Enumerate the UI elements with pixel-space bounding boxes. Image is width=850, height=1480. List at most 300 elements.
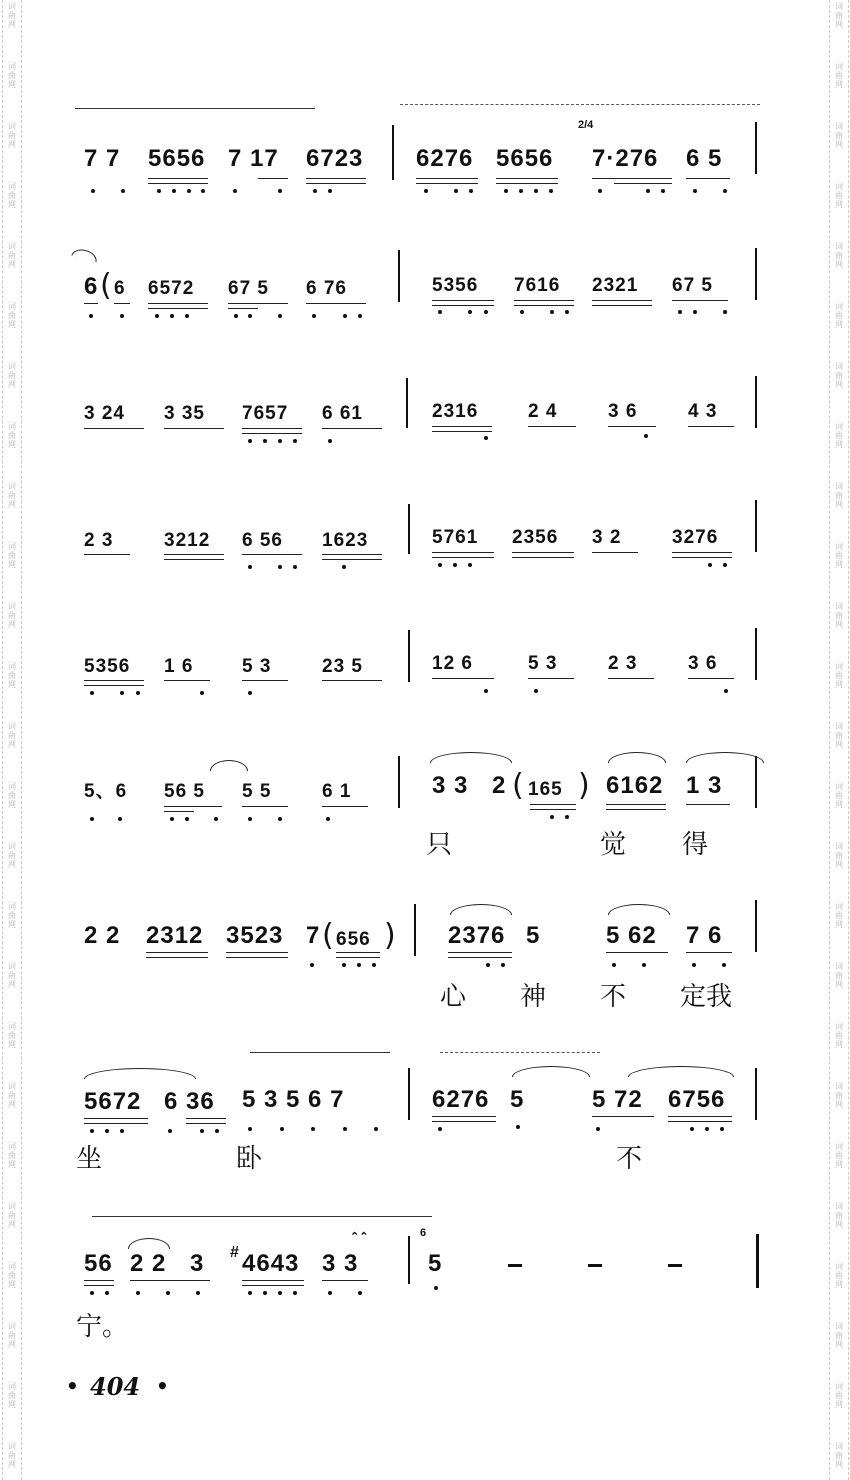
note-group: 1623 bbox=[322, 530, 369, 551]
watermark-mark: 词 曲 网 bbox=[8, 1142, 16, 1169]
octave-dot bbox=[248, 565, 252, 569]
underline bbox=[512, 552, 574, 553]
octave-dot bbox=[678, 310, 682, 314]
watermark-mark: 词 曲 网 bbox=[835, 1142, 843, 1169]
underline bbox=[416, 183, 478, 184]
octave-dot bbox=[311, 1127, 315, 1131]
underline bbox=[606, 952, 668, 953]
note-group: 3 35 bbox=[164, 403, 205, 424]
underline bbox=[148, 308, 208, 309]
watermark-mark: 词 曲 网 bbox=[8, 902, 16, 929]
note-group: 5 62 bbox=[606, 922, 657, 949]
octave-dot bbox=[454, 189, 458, 193]
underline bbox=[242, 554, 302, 555]
watermark-mark: 词 曲 网 bbox=[8, 122, 16, 149]
underline bbox=[514, 300, 574, 301]
underline bbox=[130, 1280, 210, 1281]
underline bbox=[322, 680, 382, 681]
underline bbox=[432, 552, 494, 553]
note-group: 3 3 bbox=[432, 772, 469, 799]
note-group: 5 3 bbox=[528, 653, 558, 674]
octave-dot bbox=[434, 1286, 438, 1290]
octave-dot bbox=[172, 189, 176, 193]
bar-line bbox=[406, 378, 408, 428]
note-group: 7616 bbox=[514, 275, 561, 296]
note-group: 2 3 bbox=[84, 530, 114, 551]
underline bbox=[306, 303, 366, 304]
watermark-mark: 词 曲 网 bbox=[8, 182, 16, 209]
underline bbox=[146, 952, 208, 953]
watermark-mark: 词 曲 网 bbox=[8, 662, 16, 689]
lyric: 卧 bbox=[236, 1144, 263, 1174]
octave-dot bbox=[136, 1291, 140, 1295]
bar-line bbox=[755, 122, 757, 174]
octave-dot bbox=[90, 817, 94, 821]
watermark-mark: 词 曲 网 bbox=[8, 962, 16, 989]
bar-line bbox=[755, 500, 757, 552]
watermark-mark: 词 曲 网 bbox=[835, 542, 843, 569]
underline bbox=[228, 308, 258, 309]
octave-dot bbox=[504, 189, 508, 193]
note-group: 5 bbox=[526, 922, 541, 949]
note-group: 7 17 bbox=[228, 145, 279, 172]
meter-mark: 6 bbox=[420, 1227, 427, 1239]
underline bbox=[226, 952, 288, 953]
bar-line bbox=[408, 504, 410, 554]
slur bbox=[512, 1066, 590, 1077]
watermark-mark: 词 曲 网 bbox=[835, 1382, 843, 1409]
underline bbox=[322, 554, 382, 555]
octave-dot bbox=[357, 963, 361, 967]
octave-dot bbox=[293, 1291, 297, 1295]
accent-mark: ⌃⌃ bbox=[350, 1231, 369, 1243]
note-group: 7657 bbox=[242, 403, 289, 424]
octave-dot bbox=[89, 314, 93, 318]
underline bbox=[614, 183, 672, 184]
underline bbox=[432, 300, 494, 301]
octave-dot bbox=[484, 436, 488, 440]
slur bbox=[608, 904, 670, 915]
note-group: 7·276 bbox=[592, 145, 659, 172]
underline bbox=[84, 1123, 148, 1124]
octave-dot bbox=[170, 817, 174, 821]
underline bbox=[672, 552, 732, 553]
final-bar-line bbox=[756, 1234, 759, 1288]
underline bbox=[432, 431, 492, 432]
octave-dot bbox=[550, 815, 554, 819]
watermark-mark: 词 曲 网 bbox=[8, 602, 16, 629]
note-group: 3523 bbox=[226, 922, 284, 949]
note-group: 3212 bbox=[164, 530, 211, 551]
underline bbox=[164, 428, 224, 429]
octave-dot bbox=[372, 963, 376, 967]
lyric: 只 bbox=[426, 830, 453, 860]
note-group: 3 3 bbox=[322, 1250, 359, 1277]
octave-dot bbox=[342, 565, 346, 569]
octave-dot bbox=[90, 691, 94, 695]
underline bbox=[528, 678, 574, 679]
note-group: 5672 bbox=[84, 1088, 142, 1115]
watermark-mark: 词 曲 网 bbox=[835, 1262, 843, 1289]
ledger-line bbox=[250, 1052, 390, 1053]
underline bbox=[592, 178, 672, 179]
octave-dot bbox=[278, 817, 282, 821]
underline bbox=[496, 178, 558, 179]
octave-dot bbox=[469, 189, 473, 193]
watermark-mark: 词 曲 网 bbox=[8, 1262, 16, 1289]
octave-dot bbox=[612, 963, 616, 967]
ledger-line bbox=[75, 108, 315, 109]
octave-dot bbox=[692, 963, 696, 967]
underline bbox=[496, 183, 558, 184]
watermark-mark: 词 曲 网 bbox=[835, 182, 843, 209]
underline bbox=[322, 806, 368, 807]
note-group: 2 bbox=[492, 772, 507, 799]
underline bbox=[84, 1280, 114, 1281]
note-group: 6 bbox=[114, 278, 126, 299]
note-group: 5356 bbox=[432, 275, 479, 296]
note-group: 23 5 bbox=[322, 656, 363, 677]
octave-dot bbox=[438, 563, 442, 567]
note-group: 5 bbox=[428, 1250, 443, 1277]
octave-dot bbox=[343, 314, 347, 318]
underline bbox=[592, 300, 652, 301]
underline bbox=[242, 1285, 304, 1286]
octave-dot bbox=[293, 565, 297, 569]
watermark-mark: 词 曲 网 bbox=[835, 842, 843, 869]
octave-dot bbox=[90, 1291, 94, 1295]
octave-dot bbox=[278, 189, 282, 193]
octave-dot bbox=[120, 1129, 124, 1133]
note-group: 5 bbox=[510, 1086, 525, 1113]
slur bbox=[430, 752, 512, 763]
slur bbox=[210, 760, 248, 771]
watermark-mark: 词 曲 网 bbox=[8, 542, 16, 569]
underline bbox=[530, 809, 576, 810]
note-group: 6276 bbox=[416, 145, 474, 172]
underline bbox=[148, 178, 208, 179]
underline bbox=[84, 680, 144, 681]
underline bbox=[306, 178, 366, 179]
note-group: 5761 bbox=[432, 527, 479, 548]
watermark-mark: 词 曲 网 bbox=[835, 122, 843, 149]
note-group: 67 5 bbox=[672, 275, 713, 296]
underline bbox=[668, 1121, 732, 1122]
page-number-bullet-right: • bbox=[156, 1374, 169, 1398]
underline bbox=[672, 557, 732, 558]
octave-dot bbox=[642, 963, 646, 967]
underline bbox=[512, 557, 574, 558]
octave-dot bbox=[661, 189, 665, 193]
octave-dot bbox=[438, 1127, 442, 1131]
octave-dot bbox=[358, 314, 362, 318]
note-group: 5 72 bbox=[592, 1086, 643, 1113]
octave-dot bbox=[263, 439, 267, 443]
octave-dot bbox=[248, 439, 252, 443]
octave-dot bbox=[105, 1291, 109, 1295]
bar-line bbox=[408, 630, 410, 682]
note-group: 6572 bbox=[148, 278, 195, 299]
watermark-mark: 词 曲 网 bbox=[835, 302, 843, 329]
octave-dot bbox=[486, 963, 490, 967]
underline bbox=[146, 957, 208, 958]
bar-line bbox=[755, 628, 757, 680]
octave-dot bbox=[453, 563, 457, 567]
note-group: 2376 bbox=[448, 922, 506, 949]
note-group: 2316 bbox=[432, 401, 479, 422]
underline bbox=[432, 1116, 496, 1117]
underline bbox=[528, 426, 576, 427]
octave-dot bbox=[598, 189, 602, 193]
note-group: 6756 bbox=[668, 1086, 726, 1113]
note-group: 6 76 bbox=[306, 278, 347, 299]
octave-dot bbox=[565, 310, 569, 314]
octave-dot bbox=[120, 691, 124, 695]
octave-dot bbox=[278, 565, 282, 569]
watermark-mark: 词 曲 网 bbox=[8, 362, 16, 389]
underline bbox=[84, 685, 144, 686]
underline bbox=[306, 183, 366, 184]
slur bbox=[628, 1066, 734, 1077]
note-group: 5、6 bbox=[84, 781, 128, 802]
lyric: 坐 bbox=[76, 1144, 103, 1174]
octave-dot bbox=[565, 815, 569, 819]
note-group: 56 5 bbox=[164, 781, 205, 802]
octave-dot bbox=[516, 1125, 520, 1129]
underline bbox=[164, 811, 194, 812]
underline bbox=[164, 806, 222, 807]
watermark-mark: 词 曲 网 bbox=[835, 902, 843, 929]
note-group: 7 7 bbox=[84, 145, 121, 172]
octave-dot bbox=[484, 310, 488, 314]
octave-dot bbox=[105, 1129, 109, 1133]
page-number: 404 bbox=[90, 1372, 141, 1401]
octave-dot bbox=[278, 314, 282, 318]
octave-dot bbox=[501, 963, 505, 967]
octave-dot bbox=[374, 1127, 378, 1131]
ledger-line bbox=[92, 1216, 432, 1217]
octave-dot bbox=[157, 189, 161, 193]
note-group: 7 bbox=[306, 922, 321, 949]
lyric: 不 bbox=[616, 1144, 643, 1174]
lyric: 觉 bbox=[600, 830, 627, 860]
underline bbox=[164, 680, 210, 681]
note-group: 5 3 bbox=[242, 656, 272, 677]
note-group: 6 5 bbox=[686, 145, 723, 172]
octave-dot bbox=[534, 189, 538, 193]
underline bbox=[592, 1116, 654, 1117]
octave-dot bbox=[328, 1291, 332, 1295]
octave-dot bbox=[550, 310, 554, 314]
note-group: 6 bbox=[84, 273, 99, 300]
octave-dot bbox=[168, 1129, 172, 1133]
octave-dot bbox=[358, 1291, 362, 1295]
bar-line bbox=[408, 1068, 410, 1120]
page-number-bullet-left: • bbox=[66, 1374, 79, 1398]
sustain-dash bbox=[588, 1264, 602, 1267]
note-group: 3 2 bbox=[592, 527, 622, 548]
octave-dot bbox=[705, 1127, 709, 1131]
note-group: 4643 bbox=[242, 1250, 300, 1277]
underline bbox=[432, 305, 494, 306]
watermark-mark: 词 曲 网 bbox=[8, 1442, 16, 1469]
octave-dot bbox=[520, 310, 524, 314]
note-group: 5356 bbox=[84, 656, 131, 677]
octave-dot bbox=[215, 1129, 219, 1133]
underline bbox=[242, 806, 288, 807]
underline bbox=[114, 303, 130, 304]
note-group: 2 2 bbox=[130, 1250, 167, 1277]
underline bbox=[448, 957, 512, 958]
underline bbox=[432, 678, 494, 679]
watermark-mark: 词 曲 网 bbox=[8, 242, 16, 269]
note-group: 165 bbox=[528, 779, 563, 800]
octave-dot bbox=[201, 189, 205, 193]
octave-dot bbox=[343, 1127, 347, 1131]
note-group: 7 6 bbox=[686, 922, 723, 949]
octave-dot bbox=[468, 310, 472, 314]
underline bbox=[530, 804, 576, 805]
underline bbox=[686, 804, 730, 805]
octave-dot bbox=[310, 963, 314, 967]
underline bbox=[608, 426, 656, 427]
open-paren: ( bbox=[512, 768, 524, 803]
underline bbox=[242, 428, 302, 429]
underline bbox=[686, 952, 732, 953]
underline bbox=[186, 1118, 226, 1119]
watermark-mark: 词 曲 网 bbox=[835, 602, 843, 629]
watermark-mark: 词 曲 网 bbox=[835, 1022, 843, 1049]
octave-dot bbox=[233, 189, 237, 193]
watermark-mark: 词 曲 网 bbox=[835, 962, 843, 989]
bar-line bbox=[398, 756, 400, 808]
octave-dot bbox=[91, 189, 95, 193]
octave-dot bbox=[155, 314, 159, 318]
watermark-mark: 词 曲 网 bbox=[8, 1022, 16, 1049]
octave-dot bbox=[248, 691, 252, 695]
octave-dot bbox=[248, 314, 252, 318]
watermark-mark: 词 曲 网 bbox=[835, 1442, 843, 1469]
slur bbox=[84, 1068, 196, 1079]
underline bbox=[258, 178, 288, 179]
octave-dot bbox=[293, 439, 297, 443]
note-group: 6276 bbox=[432, 1086, 490, 1113]
slur bbox=[686, 752, 764, 763]
octave-dot bbox=[214, 817, 218, 821]
octave-dot bbox=[313, 189, 317, 193]
underline bbox=[514, 305, 574, 306]
bar-line bbox=[398, 250, 400, 302]
note-group: 2 2 bbox=[84, 922, 121, 949]
octave-dot bbox=[166, 1291, 170, 1295]
note-group: 5656 bbox=[148, 145, 206, 172]
underline bbox=[242, 680, 288, 681]
note-group: 5 5 bbox=[242, 781, 272, 802]
slur bbox=[71, 247, 98, 262]
octave-dot bbox=[200, 691, 204, 695]
lyric: 定我 bbox=[680, 982, 733, 1012]
underline bbox=[448, 952, 512, 953]
bar-line bbox=[392, 125, 394, 180]
lyric: 得 bbox=[682, 830, 709, 860]
underline bbox=[148, 183, 208, 184]
octave-dot bbox=[549, 189, 553, 193]
watermark-mark: 词 曲 网 bbox=[835, 782, 843, 809]
watermark-mark: 词 曲 网 bbox=[835, 1202, 843, 1229]
octave-dot bbox=[724, 689, 728, 693]
note-group: 3 bbox=[190, 1250, 205, 1277]
octave-dot bbox=[723, 310, 727, 314]
note-group: 656 bbox=[336, 929, 371, 950]
underline bbox=[606, 804, 666, 805]
octave-dot bbox=[326, 817, 330, 821]
underline bbox=[672, 300, 728, 301]
sustain-dash bbox=[508, 1264, 522, 1267]
octave-dot bbox=[693, 310, 697, 314]
octave-dot bbox=[534, 689, 538, 693]
slur bbox=[608, 752, 666, 763]
octave-dot bbox=[693, 189, 697, 193]
note-group: 2 4 bbox=[528, 401, 558, 422]
note-group: 6723 bbox=[306, 145, 364, 172]
note-group: 1 3 bbox=[686, 772, 723, 799]
watermark-mark: 词 曲 网 bbox=[8, 302, 16, 329]
note-group: 3 6 bbox=[608, 401, 638, 422]
watermark-mark: 词 曲 网 bbox=[8, 422, 16, 449]
close-paren: ) bbox=[384, 918, 396, 953]
octave-dot bbox=[312, 314, 316, 318]
underline bbox=[688, 426, 734, 427]
underline bbox=[148, 303, 208, 304]
octave-dot bbox=[644, 434, 648, 438]
sharp-sign: # bbox=[230, 1244, 239, 1261]
underline bbox=[226, 957, 288, 958]
bar-line bbox=[408, 1236, 410, 1284]
lyric: 神 bbox=[520, 982, 547, 1012]
underline bbox=[322, 428, 382, 429]
note-group: 4 3 bbox=[688, 401, 718, 422]
underline bbox=[432, 557, 494, 558]
octave-dot bbox=[723, 189, 727, 193]
watermark-mark: 词 曲 网 bbox=[8, 482, 16, 509]
octave-dot bbox=[596, 1127, 600, 1131]
watermark-mark: 词 曲 网 bbox=[835, 242, 843, 269]
underline bbox=[164, 559, 224, 560]
note-group: 6 1 bbox=[322, 781, 352, 802]
slur bbox=[450, 904, 512, 915]
underline bbox=[84, 554, 130, 555]
time-signature: 2/4 bbox=[578, 119, 594, 131]
watermark-mark: 词 曲 网 bbox=[835, 1322, 843, 1349]
bar-line bbox=[755, 756, 757, 808]
note-group: 6 36 bbox=[164, 1088, 215, 1115]
note-group: 3276 bbox=[672, 527, 719, 548]
note-group: 67 5 bbox=[228, 278, 269, 299]
watermark-mark: 词 曲 网 bbox=[8, 842, 16, 869]
octave-dot bbox=[185, 314, 189, 318]
note-group: 6162 bbox=[606, 772, 664, 799]
underline bbox=[606, 809, 666, 810]
bar-line bbox=[755, 900, 757, 952]
underline bbox=[84, 1118, 148, 1119]
underline bbox=[336, 952, 380, 953]
octave-dot bbox=[90, 1129, 94, 1133]
bar-line bbox=[755, 376, 757, 428]
underline bbox=[84, 428, 144, 429]
note-group: 2321 bbox=[592, 275, 639, 296]
close-paren: ) bbox=[578, 768, 590, 803]
octave-dot bbox=[328, 189, 332, 193]
